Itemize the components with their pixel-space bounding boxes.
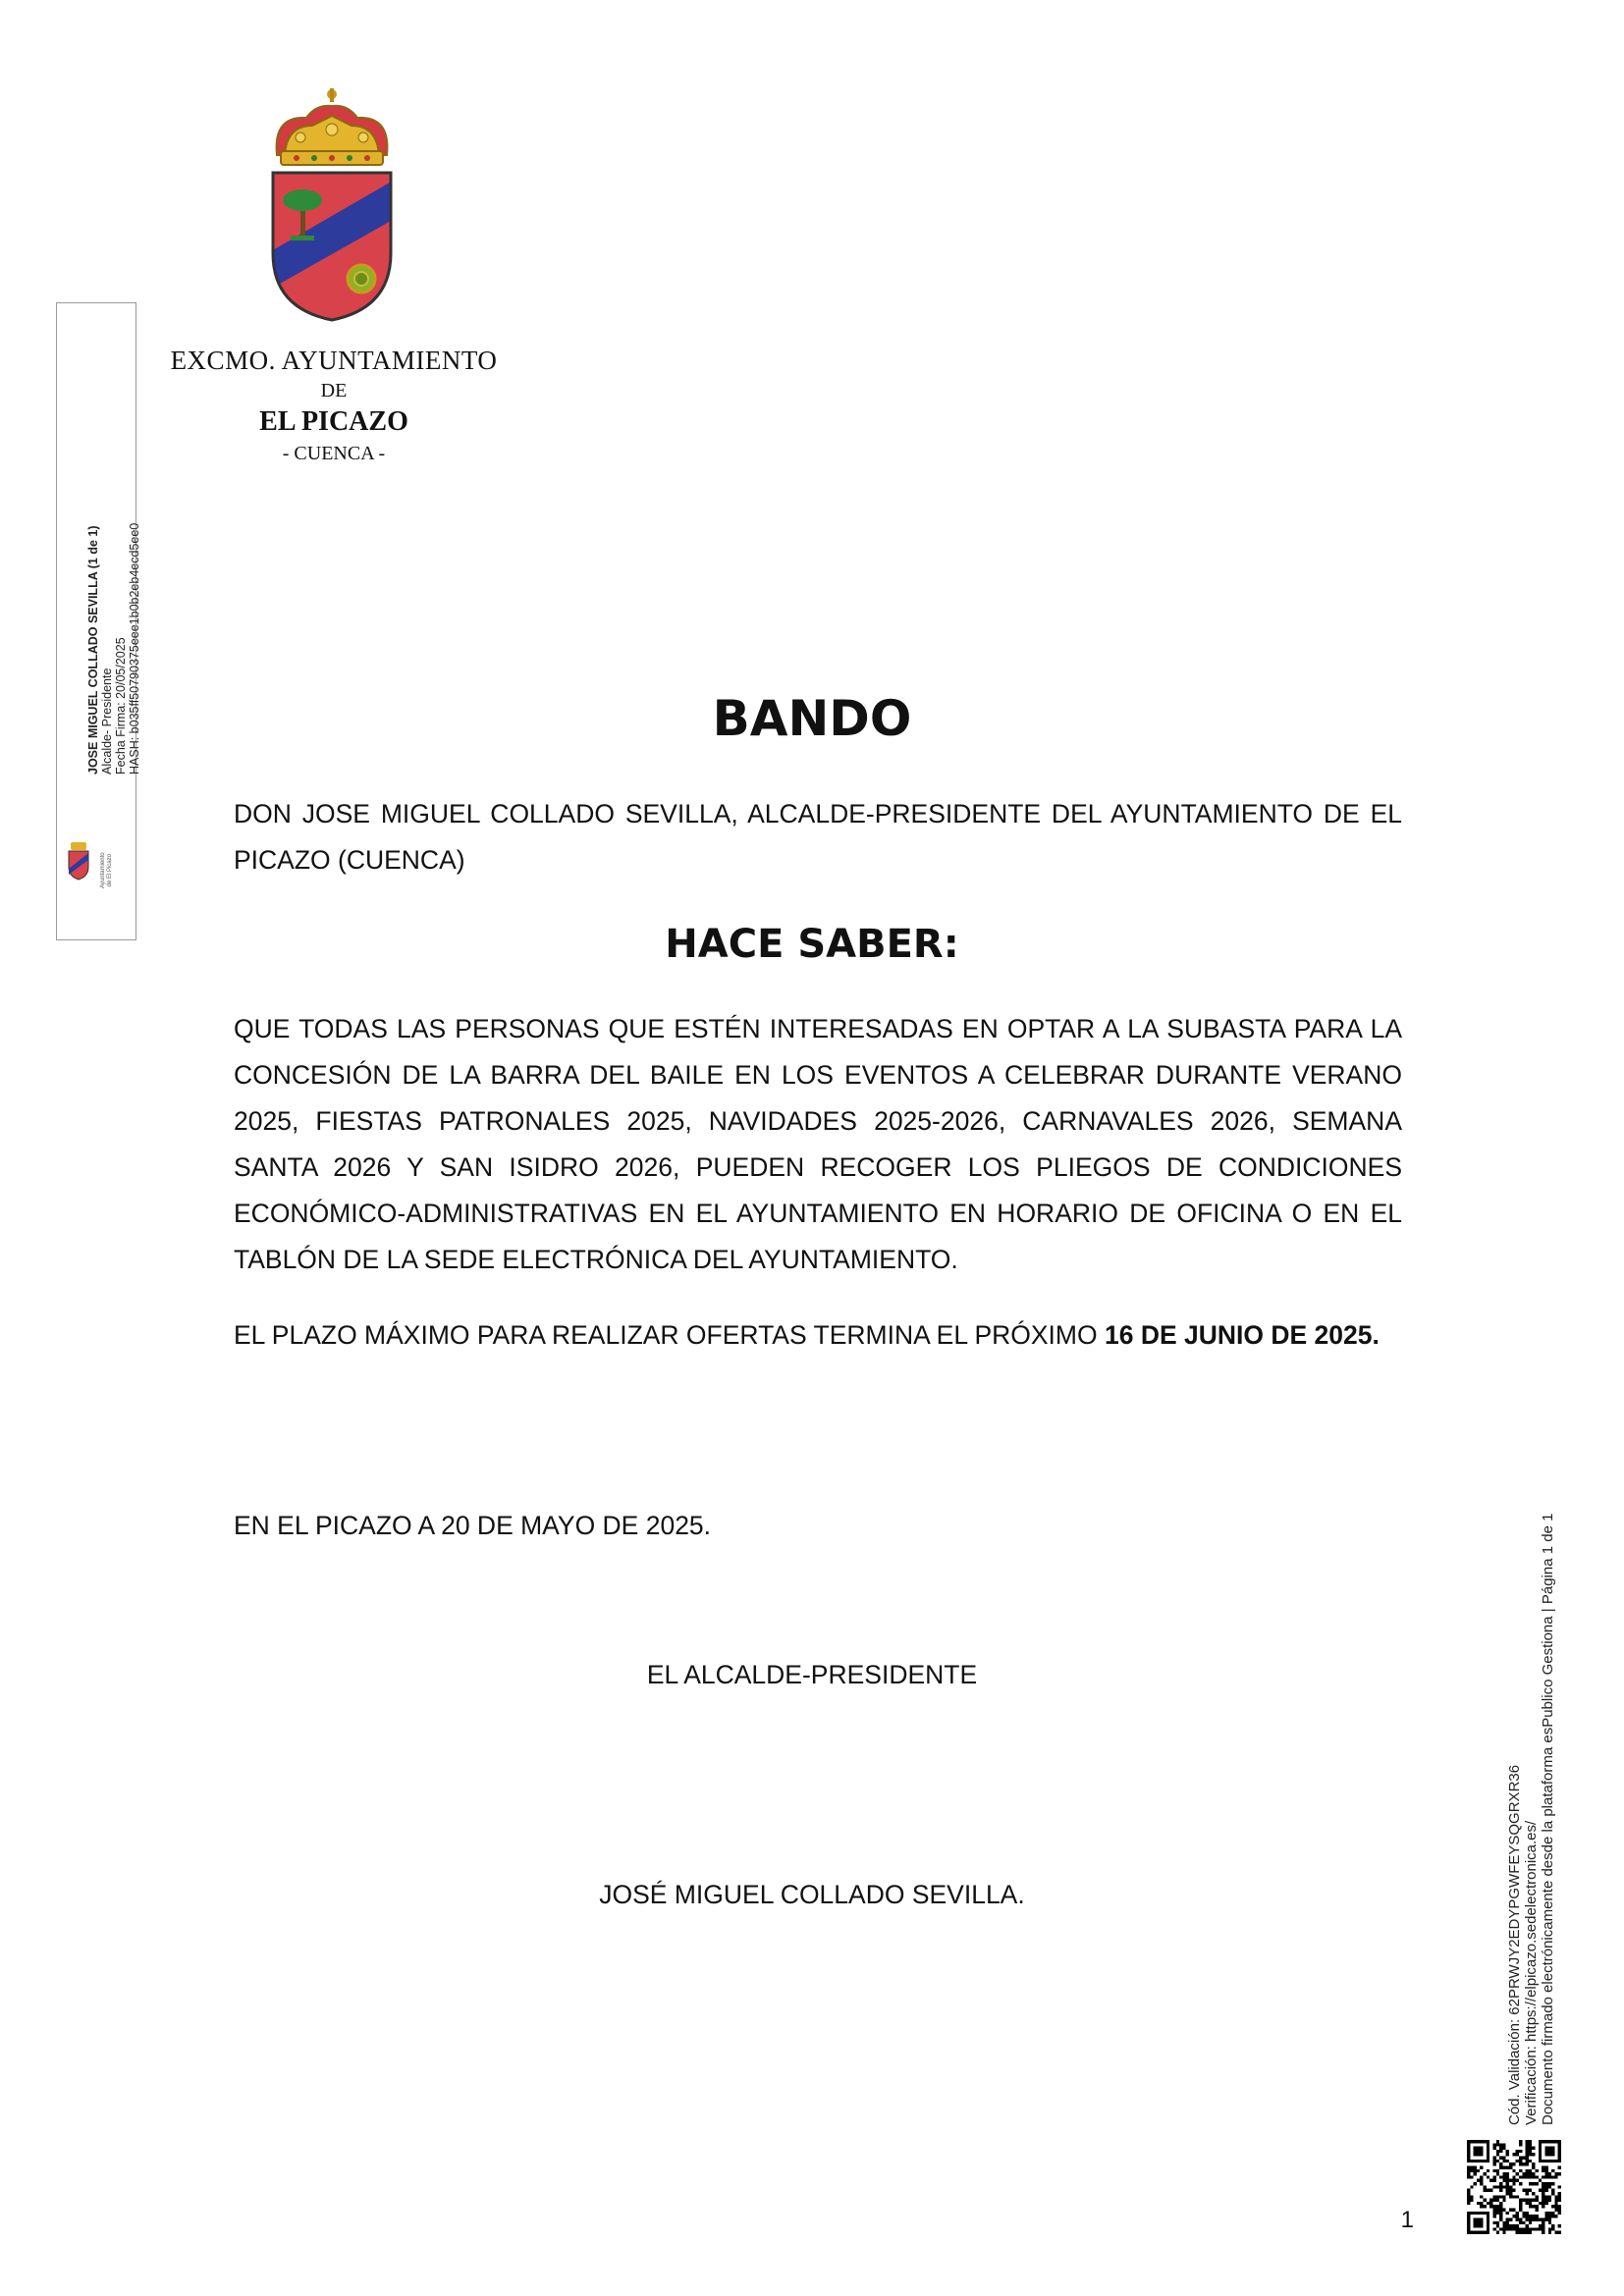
institution-name: EXCMO. AYUNTAMIENTO [170,346,498,375]
document-title: BANDO [712,690,912,747]
municipality-name: EL PICAZO [259,406,408,437]
page-number: 1 [1400,2207,1414,2233]
intro-paragraph: DON JOSE MIGUEL COLLADO SEVILLA, ALCALDE-PRESIDENTE DEL AYUNTAMIENTO DE EL PICAZO (CUENCA) [234,799,1402,875]
signature-hash: HASH: b035ff50790375eee1b0b2eb4ecd5ee0 [128,522,141,774]
signer-role: EL ALCALDE-PRESIDENTE [646,1660,978,1689]
deadline-paragraph [234,1312,1402,1359]
stamp-org-line-2: de El Picazo [107,854,113,887]
coat-of-arms-icon [257,86,406,324]
mini-coat-of-arms-icon [66,841,91,881]
stamp-org-line-1: Ayuntamiento [100,852,106,888]
announcement-paragraph: QUE TODAS LAS PERSONAS QUE ESTÉN INTERESADAS EN OPTAR A LA SUBASTA PARA LA CONCESIÓN DE LA BARRA DEL BAILE EN LOS EVENTOS A CELEBRAR DURANTE VERANO 2025, FIESTAS PATRONALES 2025, NAVIDADES 2025-2026, CARNAVALES 2026, SEMANA SANTA 2026 Y SAN ISIDRO 2026, PUEDEN RECOGER LOS PLIEGOS DE CONDICIONES ECONÓMICO-ADMINISTRATIVAS EN EL AYUNTAMIENTO EN HORARIO DE OFICINA O EN EL TABLÓN DE LA SEDE ELECTRÓNICA DEL AYUNTAMIENTO. [234,1014,1402,1274]
signature-date: Fecha Firma: 20/05/2025 [114,637,128,774]
institution-de: DE [320,380,348,401]
deadline-date: 16 DE JUNIO DE 2025. [1104,1320,1380,1350]
signer-stamp-name: JOSE MIGUEL COLLADO SEVILLA (1 de 1) [86,525,100,774]
stamp-organization [100,852,114,888]
institution-header [137,344,530,467]
qr-code-icon[interactable] [1467,2140,1561,2234]
province-name: - CUENCA - [282,443,386,464]
verification-strip [1506,1514,1556,2125]
place-and-date: EN EL PICAZO A 20 DE MAYO DE 2025. [234,1511,712,1540]
signature-platform-note: Documento firmado electrónicamente desde la plataforma esPublico Gestiona | Página 1 de 1 [1540,1513,1556,2125]
deadline-text: EL PLAZO MÁXIMO PARA REALIZAR OFERTAS TERMINA EL PRÓXIMO [234,1320,1105,1350]
signer-name: JOSÉ MIGUEL COLLADO SEVILLA. [599,1880,1025,1909]
signature-stamp [56,302,141,940]
signer-stamp-role: Alcalde- Presidente [100,667,114,774]
verification-url[interactable]: Verificación: https://elpicazo.sedelectronica.es/ [1523,1820,1540,2125]
document-subtitle: HACE SABER: [665,922,959,967]
validation-code: Cód. Validación: 62PRWJY2EDYPGWFEYSQGRXR36 [1506,1764,1523,2125]
